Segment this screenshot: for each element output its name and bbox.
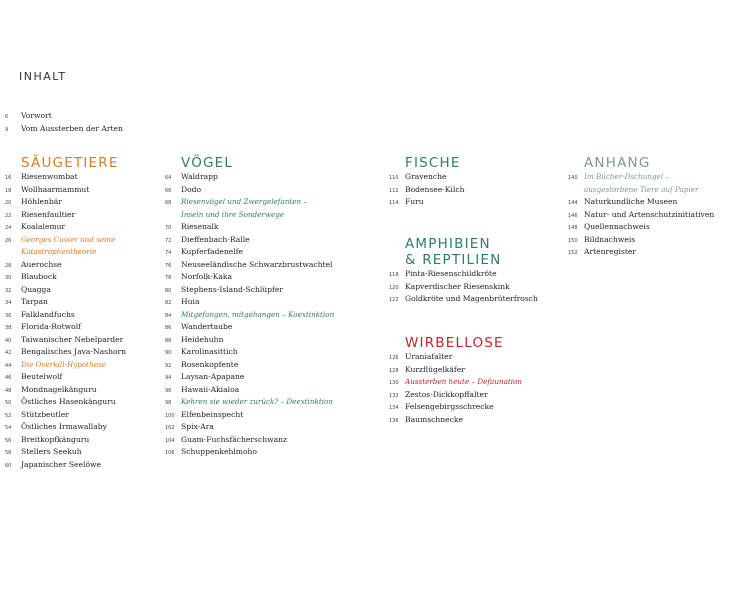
page-number: 114 — [389, 200, 399, 206]
section-fische — [389, 155, 569, 209]
toc-entry — [165, 246, 365, 259]
entry-title: Östliches Hasenkänguru — [21, 397, 116, 406]
entry-title: Stützbeutler — [21, 409, 70, 419]
toc-entry — [165, 196, 365, 209]
section-voegel — [165, 155, 365, 459]
toc-entry — [165, 171, 365, 184]
anhang-list — [568, 171, 748, 259]
page-number: 146 — [568, 212, 578, 219]
toc-entry — [389, 401, 569, 414]
entry-title: Bildnachweis — [584, 234, 636, 244]
entry-title: Laysan-Apapane — [181, 372, 245, 381]
toc-entry — [568, 209, 748, 222]
toc-entry — [568, 234, 748, 247]
entry-title: Stephens-Island-Schlüpfer — [181, 284, 283, 294]
page-number: 96 — [165, 387, 172, 394]
entry-title: Spix-Ara — [181, 422, 214, 431]
page-number: 40 — [5, 337, 12, 344]
entry-title: Kehren sie wieder zurück? – Deextinktion — [181, 397, 333, 406]
section-title-fische: FISCHE — [405, 155, 461, 171]
page-number: 28 — [5, 262, 12, 269]
section-title-saeugetiere: SÄUGETIERE — [21, 155, 119, 171]
toc-entry — [5, 110, 185, 123]
entry-title: Riesenwombat — [21, 172, 78, 181]
page-number: 140 — [568, 175, 578, 181]
entry-title: Rosenkopfente — [181, 359, 239, 369]
entry-title: Mitgefangen, mitgehangen – Koextinktion — [181, 309, 335, 319]
entry-title: Inseln und ihre Sonderwege — [181, 209, 285, 219]
toc-entry — [5, 396, 165, 409]
entry-title: Bodensee-Kilch — [405, 184, 465, 194]
toc-entry — [5, 446, 165, 459]
entry-title: Georges Cuvier und seine — [21, 234, 116, 244]
toc-entry — [389, 171, 569, 184]
page-number: 44 — [5, 362, 12, 369]
toc-entry — [5, 434, 165, 447]
entry-title: Im Bücher-Dschungel – — [584, 172, 670, 181]
page-number: 132 — [389, 392, 399, 399]
entry-title: Gravenche — [405, 172, 447, 181]
entry-title: Blaubock — [21, 272, 57, 281]
toc-entry — [568, 171, 748, 184]
page-number: 76 — [165, 262, 172, 269]
page-number: 110 — [389, 175, 399, 181]
section-anhang — [568, 155, 748, 259]
page-number: 58 — [5, 450, 12, 456]
entry-title: Riesenfaultier — [21, 209, 76, 219]
toc-entry — [389, 281, 569, 294]
page-number: 136 — [389, 417, 399, 424]
page-number: 52 — [5, 412, 12, 419]
entry-title: Taiwanischer Nebelparder — [21, 334, 124, 344]
toc-entry — [5, 196, 165, 209]
page-number: 86 — [165, 325, 172, 331]
page-number: 50 — [5, 400, 12, 406]
entry-title: Stellers Seekuh — [21, 447, 82, 456]
toc-entry — [165, 209, 365, 222]
entry-title: Riesenalk — [181, 222, 219, 231]
page-number: 72 — [165, 237, 172, 244]
entry-title: Kurzflügelkäfer — [405, 364, 465, 374]
toc-entry — [568, 246, 748, 259]
page-number: 38 — [5, 325, 12, 331]
entry-title: Tarpan — [21, 297, 48, 306]
toc-entry — [165, 334, 365, 347]
page-number: 48 — [5, 387, 12, 394]
toc-entry — [389, 196, 569, 209]
entry-title: Östliches Irmawallaby — [21, 422, 107, 431]
toc-entry — [165, 184, 365, 197]
entry-title: Höhlenbär — [21, 197, 62, 206]
page-number: 56 — [5, 437, 12, 444]
toc-entry — [165, 384, 365, 397]
page-number: 32 — [5, 287, 12, 294]
page-number: 118 — [389, 272, 399, 278]
toc-entry — [165, 346, 365, 359]
toc-entry — [5, 221, 165, 234]
entry-title: Elfenbeinspecht — [181, 409, 244, 419]
page-number: 122 — [389, 297, 399, 303]
entry-title: Karolinasittich — [181, 347, 238, 356]
page-number: 46 — [5, 375, 12, 381]
entry-title: Riesenvögel und Zwergelefanten – — [181, 197, 307, 206]
toc-entry — [5, 334, 165, 347]
page-number: 82 — [165, 300, 172, 306]
entry-title: Dieffenbach-Ralle — [181, 234, 250, 244]
toc-entry — [389, 414, 569, 427]
entry-title: Artenregister — [584, 247, 637, 256]
entry-title: Kupferfadenelfe — [181, 247, 244, 256]
entry-title: Pinta-Riesenschildkröte — [405, 269, 497, 278]
toc-entry — [389, 293, 569, 306]
toc-entry — [165, 434, 365, 447]
page-number: 20 — [5, 200, 12, 206]
wirbellose-list — [389, 351, 569, 426]
toc-entry — [389, 184, 569, 197]
page-number: 126 — [389, 355, 399, 361]
toc-entry — [165, 446, 365, 459]
page-number: 112 — [389, 187, 399, 194]
page-number: 30 — [5, 275, 12, 281]
entry-title: Felsengebirgsschrecke — [405, 402, 494, 411]
toc-entry — [5, 271, 165, 284]
entry-title: Wandertaube — [181, 322, 233, 331]
toc-entry — [568, 196, 748, 209]
page-number: 84 — [165, 312, 172, 319]
toc-entry — [5, 184, 165, 197]
page-number: 78 — [165, 275, 172, 281]
entry-title: Baumschnecke — [405, 414, 463, 424]
toc-entry — [165, 259, 365, 272]
toc-entry — [5, 309, 165, 322]
page-number: 34 — [5, 300, 12, 306]
toc-entry — [165, 421, 365, 434]
page-number: 130 — [389, 380, 399, 386]
entry-title: Florida-Rotwolf — [21, 322, 81, 331]
entry-title: Huia — [181, 297, 200, 306]
page-number: 68 — [165, 200, 172, 206]
page-number: 6 — [5, 114, 9, 120]
entry-title: Hawaii-Akialoa — [181, 384, 240, 394]
page-number: 88 — [165, 337, 172, 344]
page-number: 104 — [165, 437, 175, 444]
toc-heading: INHALT — [19, 70, 67, 83]
page-number: 70 — [165, 225, 172, 231]
toc-entry — [568, 221, 748, 234]
page-number: 64 — [165, 175, 172, 181]
page-number: 102 — [165, 425, 175, 431]
toc-entry — [165, 309, 365, 322]
entry-title: Zestos-Dickkopffalter — [405, 389, 488, 399]
entry-title: Uraniafalter — [405, 352, 453, 361]
toc-entry — [165, 371, 365, 384]
toc-entry — [389, 389, 569, 402]
toc-entry — [165, 234, 365, 247]
entry-title: Waldrapp — [181, 172, 218, 181]
page-number: 9 — [5, 126, 9, 133]
page-number: 54 — [5, 425, 12, 431]
toc-entry — [165, 271, 365, 284]
toc-entry — [5, 359, 165, 372]
intro-list — [5, 110, 185, 135]
page-number: 100 — [165, 412, 175, 419]
page-number: 66 — [165, 187, 172, 194]
toc-entry — [389, 376, 569, 389]
entry-title: Neuseeländische Schwarzbrustwachtel — [181, 259, 333, 269]
page-number: 26 — [5, 237, 12, 244]
saeugetiere-list — [5, 171, 165, 471]
toc-entry — [5, 284, 165, 297]
toc-entry — [5, 123, 185, 136]
toc-entry — [5, 259, 165, 272]
entry-title: Natur- und Artenschutzinitiativen — [584, 209, 715, 219]
toc-entry — [5, 421, 165, 434]
section-title-amphibien-1: AMPHIBIEN — [405, 236, 491, 252]
page-number: 36 — [5, 312, 12, 319]
toc-entry — [165, 409, 365, 422]
toc-entry — [5, 209, 165, 222]
page-number: 74 — [165, 250, 172, 256]
page-number: 60 — [5, 462, 12, 469]
entry-title: Mondnagelkänguru — [21, 384, 97, 394]
toc-entry — [5, 296, 165, 309]
entry-title: Auerochse — [21, 259, 62, 269]
section-title-voegel: VÖGEL — [181, 155, 234, 171]
toc-entry — [5, 321, 165, 334]
section-wirbellose — [389, 335, 569, 426]
entry-title: Beutelwolf — [21, 372, 63, 381]
entry-title: Bengalisches Java-Nashorn — [21, 347, 127, 356]
toc-entry — [165, 396, 365, 409]
toc-entry — [5, 171, 165, 184]
toc-entry — [165, 296, 365, 309]
page-number: 16 — [5, 175, 12, 181]
toc-entry — [5, 346, 165, 359]
entry-title: Kapverdischer Riesenskink — [405, 281, 510, 291]
entry-title: ausgestorbene Tiere auf Papier — [584, 184, 699, 194]
entry-title: Vorwort — [21, 111, 52, 120]
page-number: 92 — [165, 362, 172, 369]
section-saeugetiere — [5, 155, 165, 471]
toc-entry — [389, 268, 569, 281]
page-number: 80 — [165, 287, 172, 294]
page-number: 128 — [389, 367, 399, 374]
page-number: 98 — [165, 400, 172, 406]
entry-title: Naturkundliche Museen — [584, 197, 678, 206]
entry-title: Dodo — [181, 184, 202, 194]
toc-entry — [568, 184, 748, 197]
entry-title: Wollhaarmammut — [21, 184, 90, 194]
toc-entry — [165, 284, 365, 297]
page-number: 94 — [165, 375, 172, 381]
toc-entry — [389, 364, 569, 377]
toc-entry — [5, 371, 165, 384]
entry-title: Japanischer Seelöwe — [21, 459, 102, 469]
page-number: 150 — [568, 237, 578, 244]
entry-title: Guam-Fuchsfächerschwanz — [181, 434, 288, 444]
entry-title: Vom Aussterben der Arten — [21, 123, 123, 133]
page-number: 18 — [5, 187, 12, 194]
entry-title: Quagga — [21, 284, 51, 294]
entry-title: Quellennachweis — [584, 222, 650, 231]
entry-title: Furu — [405, 197, 424, 206]
toc-entry — [165, 221, 365, 234]
toc-entry — [5, 384, 165, 397]
page-number: 134 — [389, 405, 399, 411]
entry-title: Aussterben heute – Defaunation — [405, 377, 523, 386]
voegel-list — [165, 171, 365, 459]
entry-title: Goldkröte und Magenbrüterfrosch — [405, 294, 538, 303]
entry-title: Schuppenkehlmoho — [181, 447, 257, 456]
section-amphibien — [389, 236, 569, 306]
entry-title: Breitkopfkänguru — [21, 434, 90, 444]
page-number: 24 — [5, 225, 12, 231]
page-number: 106 — [165, 450, 175, 456]
section-title-amphibien-2: & REPTILIEN — [405, 252, 502, 268]
toc-entry — [165, 321, 365, 334]
toc-entry — [5, 234, 165, 247]
page-number: 120 — [389, 284, 399, 291]
page-number: 90 — [165, 350, 172, 356]
page-number: 22 — [5, 212, 12, 219]
page-number: 144 — [568, 200, 578, 206]
toc-entry — [165, 359, 365, 372]
entry-title: Katastrophentheorie — [21, 247, 97, 256]
toc-entry — [5, 246, 165, 259]
entry-title: Falklandfuchs — [21, 309, 75, 319]
entry-title: Norfolk-Kaka — [181, 272, 233, 281]
entry-title: Koalalemur — [21, 222, 66, 231]
page-number: 42 — [5, 350, 12, 356]
section-title-anhang: ANHANG — [584, 155, 651, 171]
entry-title: Heidehuhn — [181, 334, 224, 344]
toc-entry — [5, 409, 165, 422]
fische-list — [389, 171, 569, 209]
toc-entry — [389, 351, 569, 364]
toc-entry — [5, 459, 165, 472]
entry-title: Die Overkill-Hypothese — [21, 359, 106, 369]
page-number: 148 — [568, 225, 578, 231]
section-title-wirbellose: WIRBELLOSE — [405, 335, 504, 351]
page-number: 152 — [568, 250, 578, 256]
amphibien-list — [389, 268, 569, 306]
